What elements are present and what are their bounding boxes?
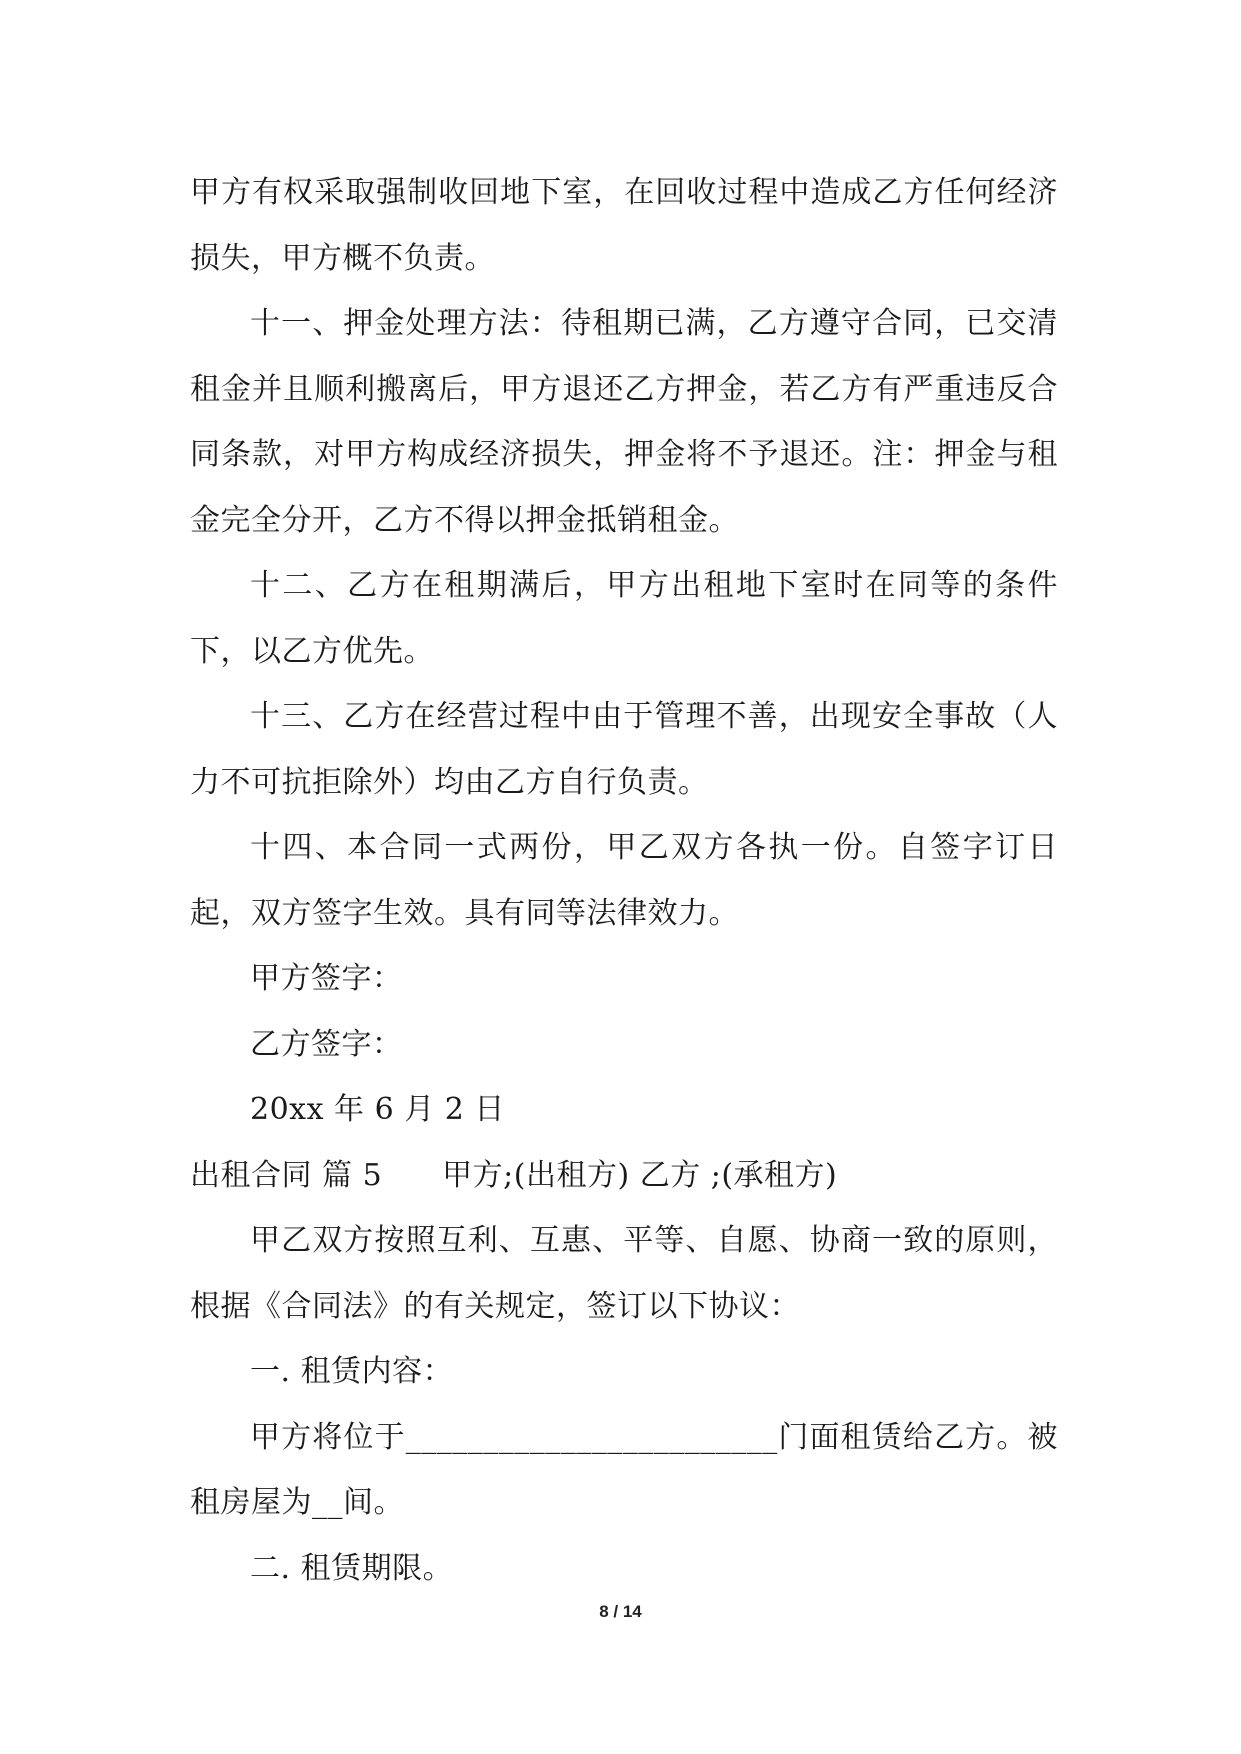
party-a-signature-line: 甲方签字： xyxy=(250,961,403,996)
paragraph-reclaim-basement: 甲方有权采取强制收回地下室，在回收过程中造成乙方任何经济损失，甲方概不负责。 xyxy=(190,175,1058,276)
section-heading: 出租合同 篇 5 xyxy=(190,1157,383,1193)
paragraph-preamble: 甲乙双方按照互利、互惠、平等、自愿、协商一致的原则，根据《合同法》的有关规定，签订以下协议： xyxy=(190,1223,1058,1324)
paragraph-clause-14: 十四、本合同一式两份，甲乙双方各执一份。自签字订日起，双方签字生效。具有同等法律效力。 xyxy=(190,830,1058,931)
paragraph-lease-content-heading: 一. 租赁内容： xyxy=(250,1354,454,1389)
party-b-lessee-label: ;(承租方) xyxy=(710,1157,838,1193)
party-a-lessor-label: 甲方;(出租方) 乙方 xyxy=(442,1157,701,1193)
paragraph-clause-13: 十三、乙方在经营过程中由于管理不善，出现安全事故（人力不可抗拒除外）均由乙方自行负责。 xyxy=(190,699,1058,800)
paragraph-lease-content: 甲方将位于________________________门面租赁给乙方。被租房屋为__间。 xyxy=(190,1419,1058,1520)
page-number: 8 / 14 xyxy=(599,1602,642,1621)
paragraph-clause-11: 十一、押金处理方法：待租期已满，乙方遵守合同，已交清租金并且顺利搬离后，甲方退还乙方押金，若乙方有严重违反合同条款，对甲方构成经济损失，押金将不予退还。注：押金与租金完全分开，乙方不得以押金抵销租金。 xyxy=(190,306,1058,538)
section-heading-line xyxy=(190,1143,1058,1209)
paragraph-clause-12: 十二、乙方在租期满后，甲方出租地下室时在同等的条件下，以乙方优先。 xyxy=(190,568,1058,669)
party-b-signature-line: 乙方签字： xyxy=(250,1026,403,1062)
contract-date: 20xx 年 6 月 2 日 xyxy=(250,1092,505,1127)
paragraph-lease-term-heading: 二. 租赁期限。 xyxy=(250,1550,454,1586)
document-body xyxy=(190,160,1058,1601)
